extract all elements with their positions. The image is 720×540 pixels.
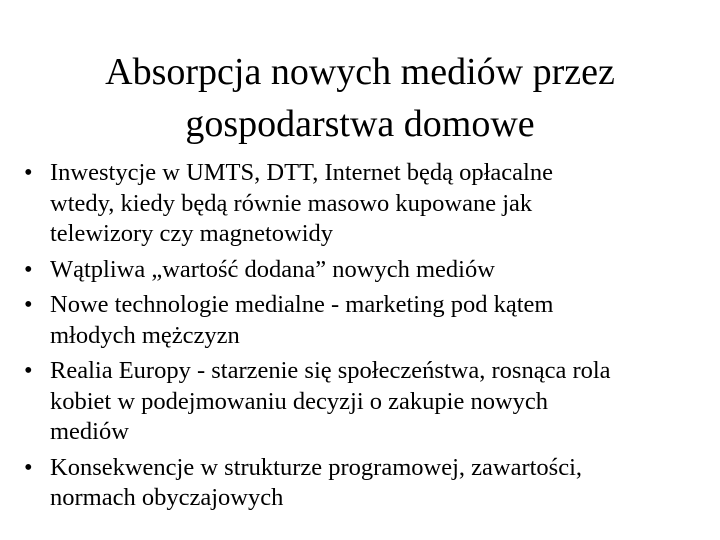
bullet-dot-icon: • bbox=[24, 453, 33, 481]
bullet-line: młodych mężczyzn bbox=[50, 321, 240, 349]
bullet-item bbox=[24, 453, 704, 514]
bullet-line: wtedy, kiedy będą równie masowo kupowane jak bbox=[50, 189, 533, 217]
bullet-item bbox=[24, 255, 704, 286]
bullet-list bbox=[24, 158, 704, 519]
bullet-item bbox=[24, 158, 704, 250]
slide-title bbox=[36, 46, 684, 150]
bullet-line: Wątpliwa „wartość dodana” nowych mediów bbox=[50, 255, 495, 283]
bullet-dot-icon: • bbox=[24, 159, 33, 186]
title-line: Absorpcja nowych mediów przez bbox=[105, 51, 615, 93]
bullet-line: Inwestycje w UMTS, DTT, Internet będą opłacalne bbox=[50, 159, 553, 186]
bullet-line: telewizory czy magnetowidy bbox=[50, 220, 334, 247]
bullet-dot-icon: • bbox=[24, 255, 33, 283]
bullet-line: Konsekwencje w strukturze programowej, zawartości, bbox=[50, 453, 583, 481]
bullet-item bbox=[24, 356, 704, 448]
bullet-item bbox=[24, 290, 704, 351]
bullet-dot-icon: • bbox=[24, 291, 33, 318]
bullet-line: normach obyczajowych bbox=[50, 484, 284, 511]
bullet-line: Realia Europy - starzenie się społeczeństwa, rosnąca rola bbox=[50, 357, 611, 384]
bullet-dot-icon: • bbox=[24, 357, 33, 384]
bullet-line: kobiet w podejmowaniu decyzji o zakupie nowych bbox=[50, 387, 549, 415]
bullet-line: mediów bbox=[50, 418, 129, 445]
bullet-line: Nowe technologie medialne - marketing pod kątem bbox=[50, 291, 554, 318]
title-line: gospodarstwa domowe bbox=[185, 103, 535, 145]
